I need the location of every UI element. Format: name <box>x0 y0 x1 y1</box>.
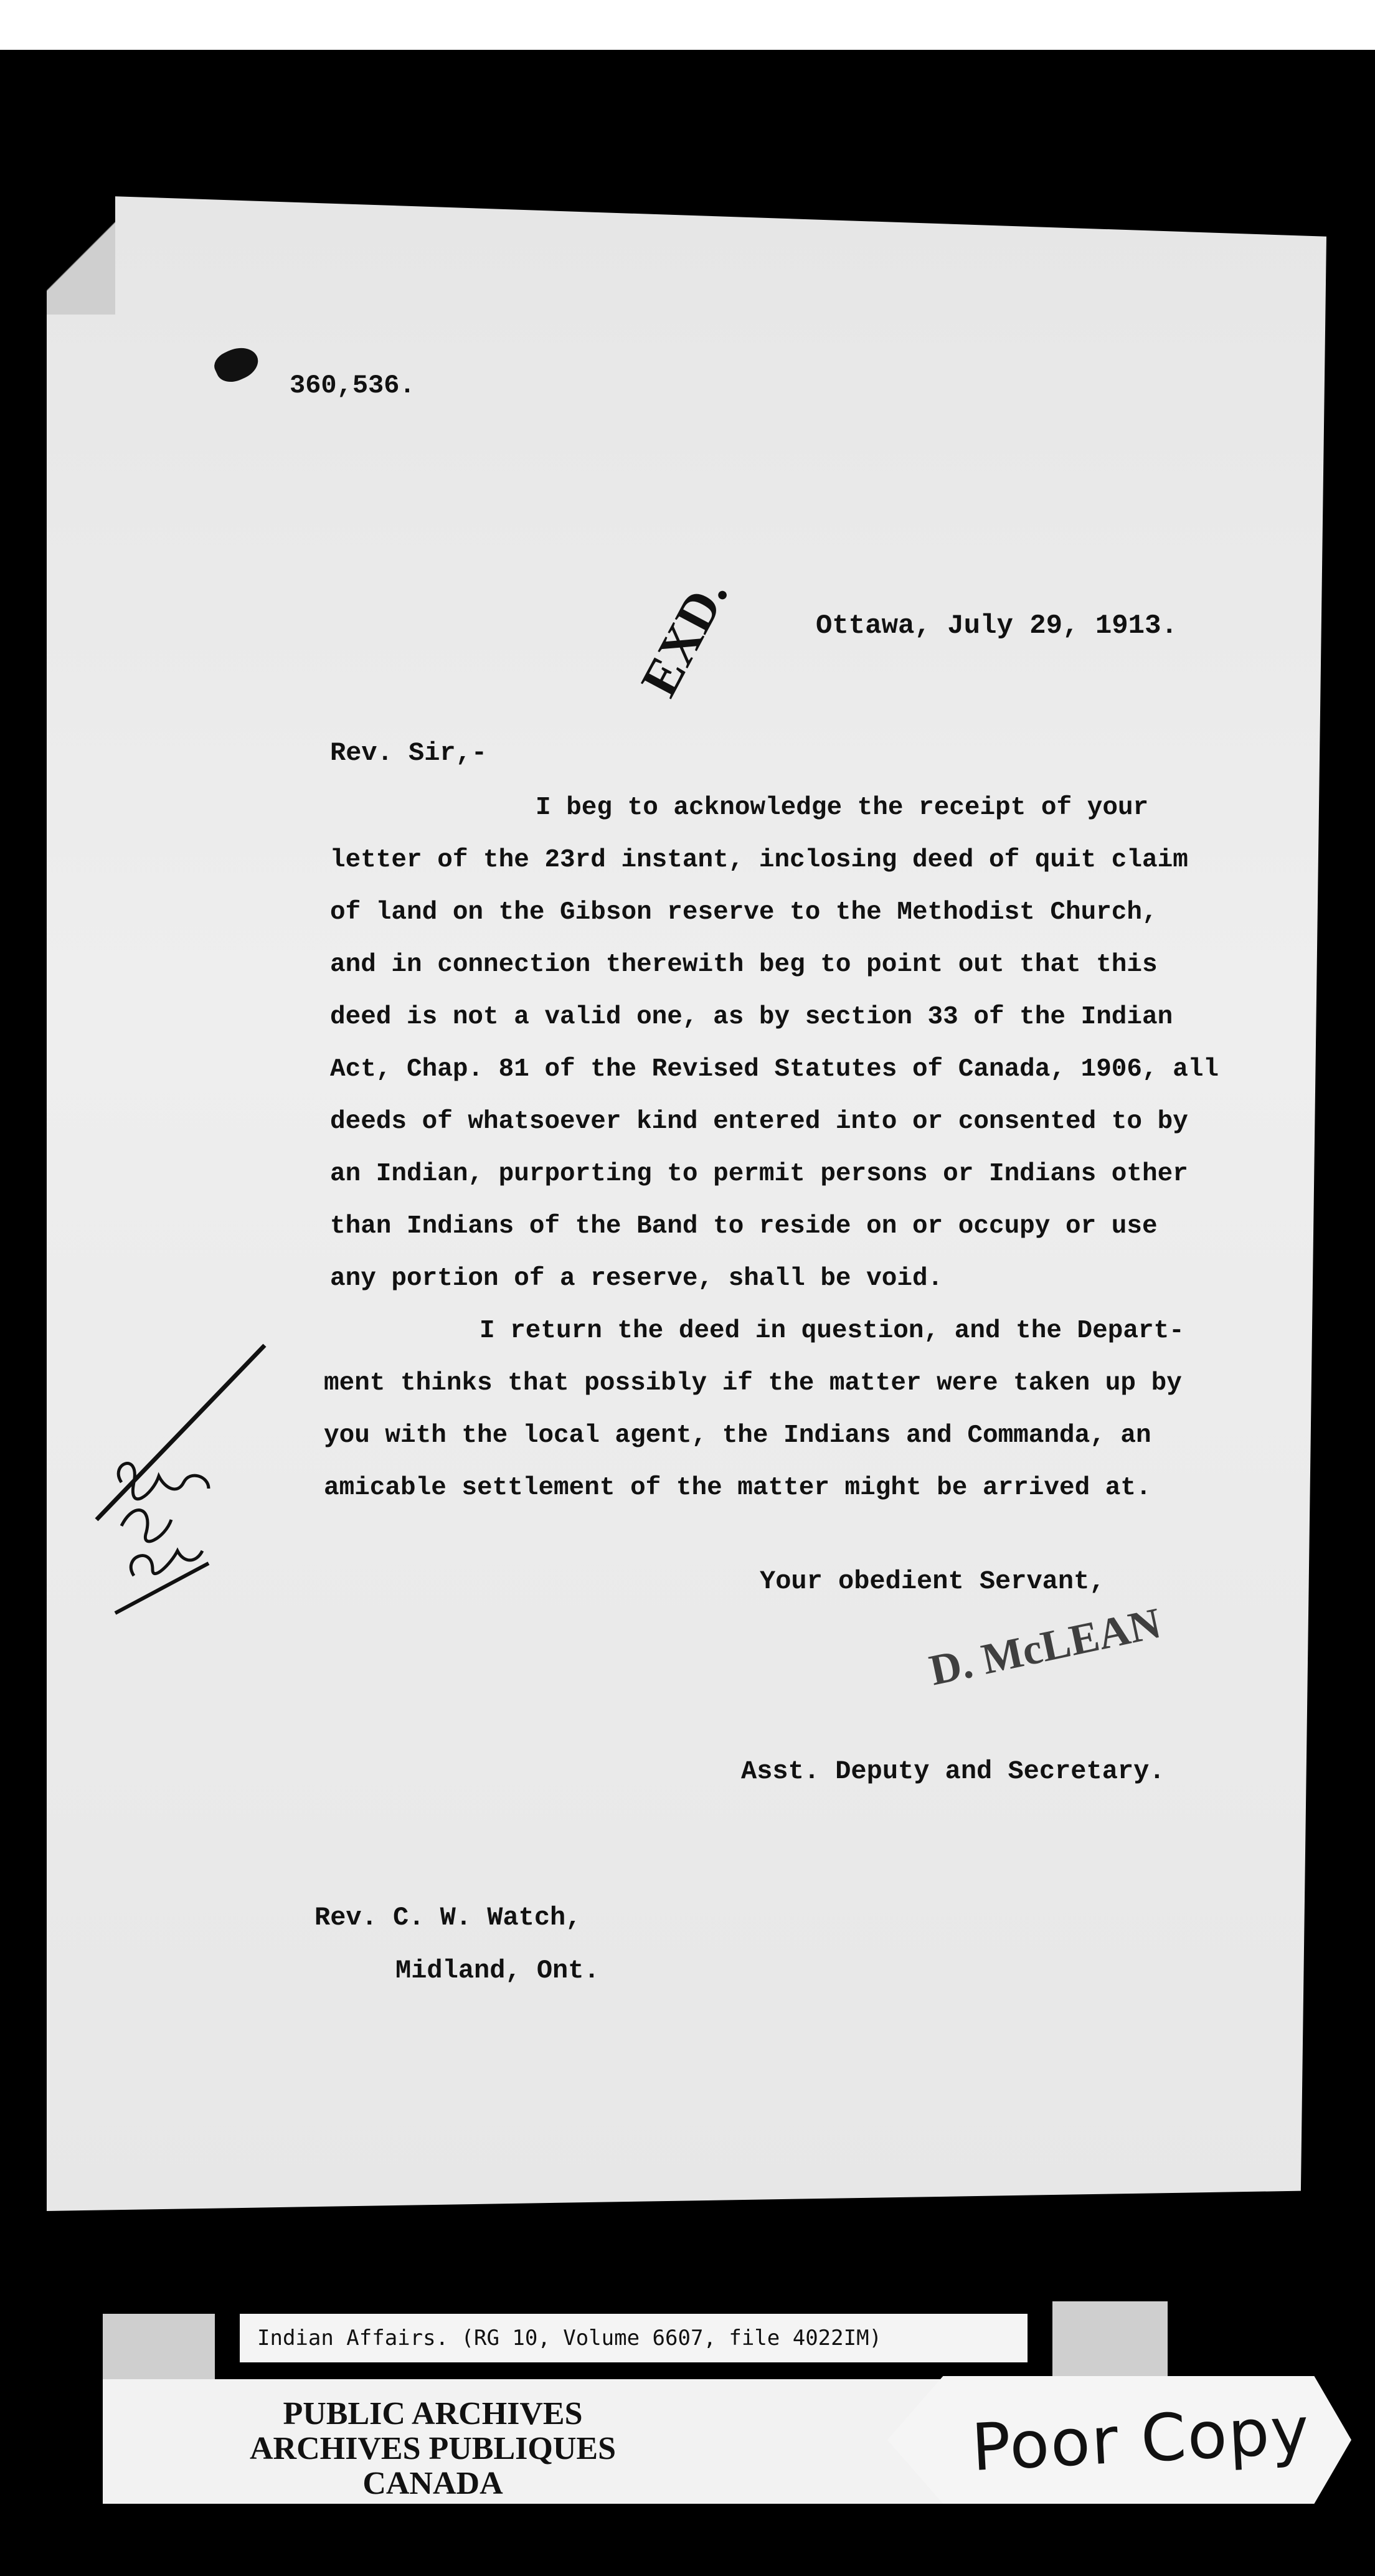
body-line: ment thinks that possibly if the matter were taken up by <box>324 1369 1182 1398</box>
body-line: Act, Chap. 81 of the Revised Statutes of Canada, 1906, all <box>330 1055 1219 1084</box>
poor-copy-label: Poor Copy <box>970 2392 1312 2486</box>
addressee-name: Rev. C. W. Watch, <box>314 1903 582 1933</box>
dateline: Ottawa, July 29, 1913. <box>816 610 1178 642</box>
reference-label: Indian Affairs. (RG 10, Volume 6607, file 4022IM) <box>240 2314 1028 2362</box>
body-line: than Indians of the Band to reside on or occupy or use <box>330 1212 1158 1241</box>
right-tab <box>1052 2301 1168 2382</box>
body-line: deeds of whatsoever kind entered into or consented to by <box>330 1107 1188 1136</box>
closing: Your obedient Servant, <box>760 1566 1105 1596</box>
body-line: I beg to acknowledge the receipt of your <box>536 793 1149 822</box>
folded-corner <box>47 196 115 315</box>
archives-line: PUBLIC ARCHIVES <box>283 2396 583 2432</box>
file-number: 360,536. <box>290 371 415 400</box>
archives-line: ARCHIVES PUBLIQUES <box>249 2431 617 2466</box>
body-line: and in connection therewith beg to point out that this <box>330 950 1158 979</box>
exd-stamp: EXD. <box>630 569 739 706</box>
body-line: of land on the Gibson reserve to the Methodist Church, <box>330 898 1158 927</box>
body-line: deed is not a valid one, as by section 33 of the Indian <box>330 1003 1173 1031</box>
body-line: an Indian, purporting to permit persons or Indians other <box>330 1160 1188 1188</box>
archives-line: CANADA <box>362 2466 503 2501</box>
body-line: amicable settlement of the matter might be arrived at. <box>324 1474 1151 1502</box>
top-margin-strip <box>0 0 1375 50</box>
salutation: Rev. Sir,- <box>330 738 488 768</box>
body-line: letter of the 23rd instant, inclosing deed of quit claim <box>330 846 1188 874</box>
handwritten-initials <box>84 1339 271 1650</box>
body-line: you with the local agent, the Indians and Commanda, an <box>324 1421 1151 1450</box>
archives-stamp <box>103 2379 1024 2504</box>
body-line: any portion of a reserve, shall be void. <box>330 1264 943 1293</box>
signature-title: Asst. Deputy and Secretary. <box>741 1756 1165 1786</box>
body-line: I return the deed in question, and the Depart- <box>480 1317 1184 1345</box>
addressee-place: Midland, Ont. <box>395 1956 600 1986</box>
signature-stamp: D. McLEAN <box>925 1599 1165 1695</box>
